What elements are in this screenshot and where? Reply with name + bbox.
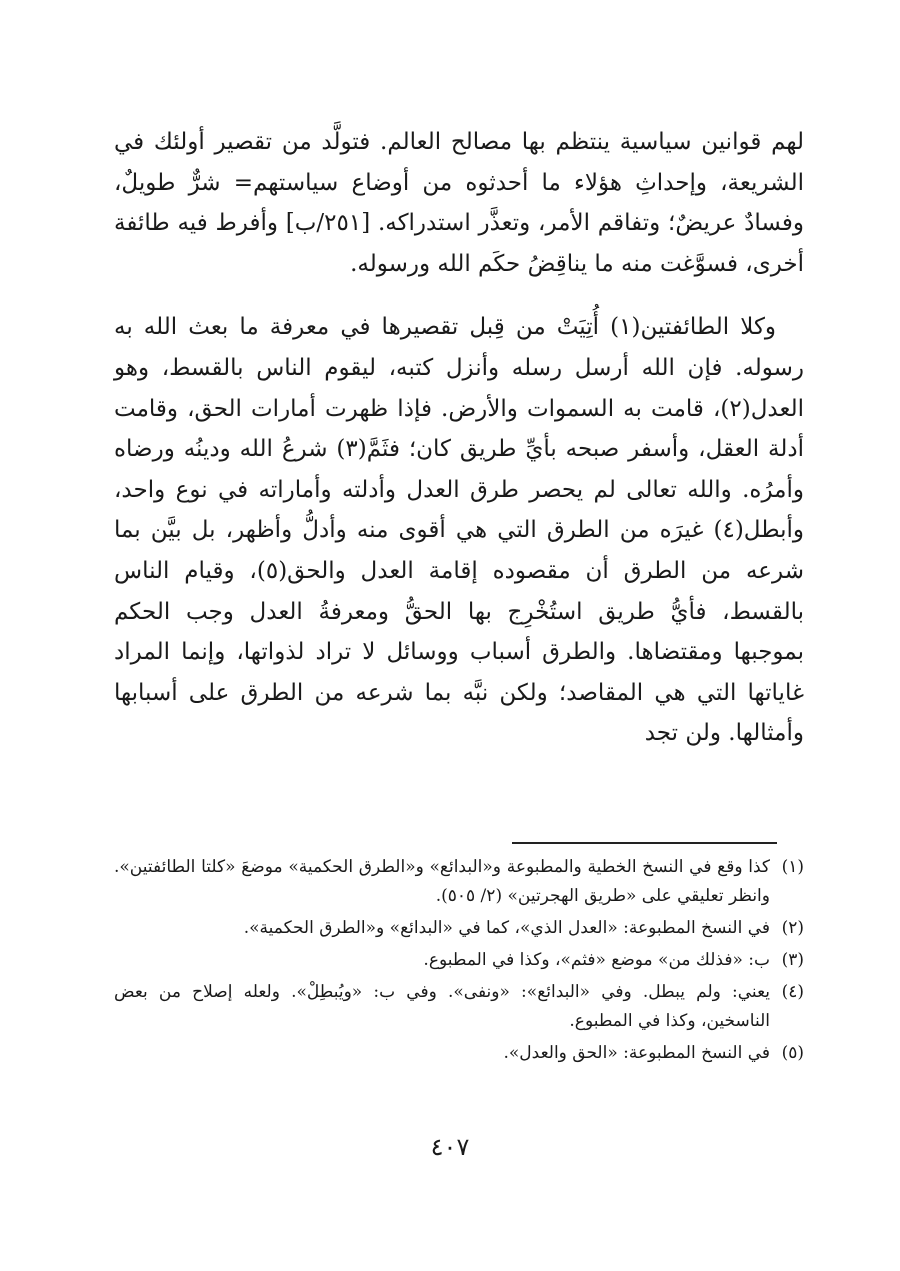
footnote-number: (٢) — [781, 918, 804, 938]
footnote — [114, 853, 804, 911]
footnote-text: في النسخ المطبوعة: «العدل الذي»، كما في «البدائع» و«الطرق الحكمية». — [243, 918, 770, 938]
footnote — [114, 1039, 804, 1068]
footnote-number: (٥) — [781, 1043, 804, 1063]
paragraph: لهم قوانين سياسية ينتظم بها مصالح العالم. فتولَّد من تقصير أولئك في الشريعة، وإحداثِ هؤلاء ما أحدثوه من أوضاع سياستهم= شرٌّ طويلٌ، وفسادٌ عريضٌ؛ وتفاقم الأمر، وتعذَّر استدراكه. [٢٥١/ب] وأفرط فيه طائفة أخرى، فسوَّغت منه ما يناقِضُ حكَم الله ورسوله. — [114, 129, 804, 277]
paragraph: وكلا الطائفتين(١) أُتِيَتْ من قِبل تقصيرها في معرفة ما بعث الله به رسوله. فإن الله أرسل رسله وأنزل كتبه، ليقوم الناس بالقسط، وهو العدل(٢)، قامت به السموات والأرض. فإذا ظهرت أمارات الحق، وقامت أدلة العقل، وأسفر صبحه بأيِّ طريق كان؛ فثَمَّ(٣) شرعُ الله ودينُه ورضاه وأمرُه. والله تعالى لم يحصر طرق العدل وأدلته وأماراته في نوع واحد، وأبطل(٤) غيرَه من الطرق التي هي أقوى منه وأدلُّ وأظهر، بل بيَّن بما شرعه من الطرق أن مقصوده إقامة العدل والحق(٥)، وقيام الناس بالقسط، فأيُّ طريق استُخْرِج بها الحقُّ ومعرفةُ العدل وجب الحكم بموجبها ومقتضاها. والطرق أسباب ووسائل لا تراد لذواتها، وإنما المراد غاياتها التي هي المقاصد؛ ولكن نبَّه بما شرعه من الطرق على أسبابها وأمثالها. ولن تجد — [114, 314, 804, 747]
footnote — [114, 946, 804, 975]
footnote-text: ب: «فذلك من» موضع «فثم»، وكذا في المطبوع. — [423, 950, 770, 970]
footnote-separator — [512, 842, 777, 844]
footnote-number: (١) — [781, 857, 804, 877]
main-text — [114, 122, 804, 754]
page-number: ٤٠٧ — [430, 1133, 470, 1161]
footnote-text: في النسخ المطبوعة: «الحق والعدل». — [503, 1043, 770, 1063]
footnote — [114, 978, 804, 1036]
footnote-number: (٤) — [781, 982, 804, 1002]
footnote-number: (٣) — [781, 950, 804, 970]
footnote-text: كذا وقع في النسخ الخطية والمطبوعة و«البدائع» و«الطرق الحكمية» موضعَ «كلتا الطائفتين». وانظر تعليقي على «طريق الهجرتين» (٢/ ٥٠٥). — [114, 857, 770, 906]
footnote-text: يعني: ولم يبطل. وفي «البدائع»: «ونفى». وفي ب: «ويُبطِلْ». ولعله إصلاح من بعض الناسخين، وكذا في المطبوع. — [114, 982, 770, 1031]
footnotes — [114, 853, 804, 1071]
footnote — [114, 914, 804, 943]
